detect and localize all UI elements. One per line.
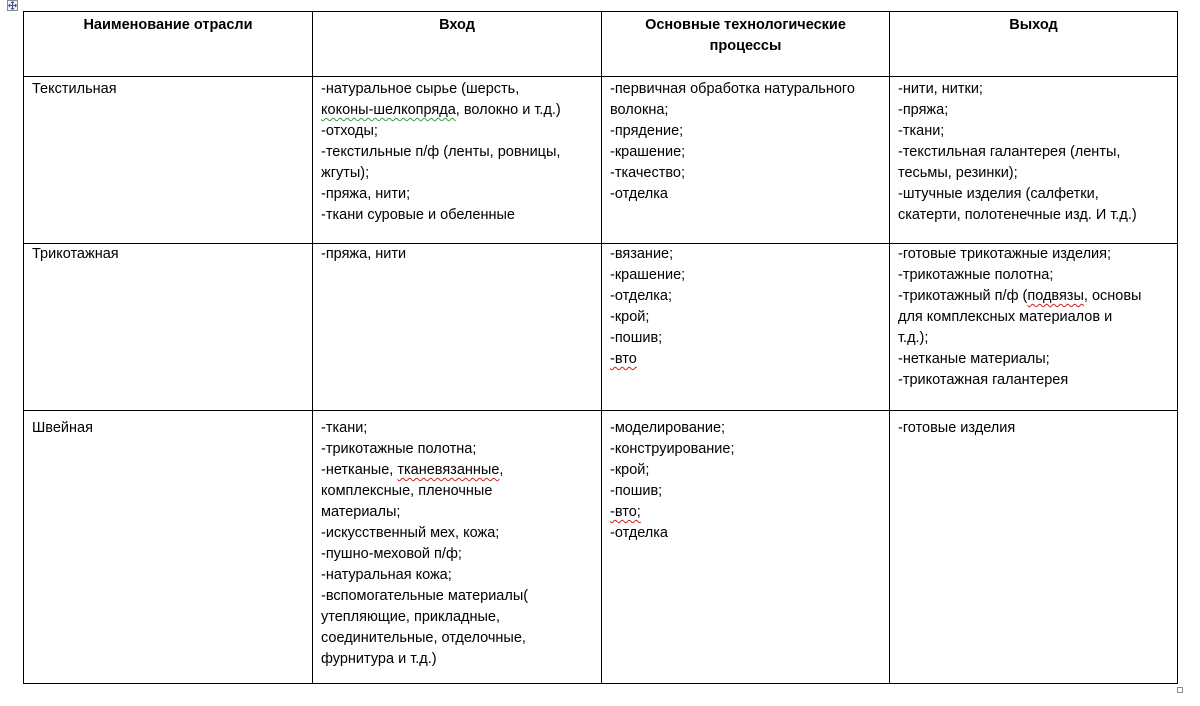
output-line: -пряжа; — [898, 102, 949, 118]
input-line: -трикотажные полотна; — [321, 441, 477, 457]
process-line: -крашение; — [610, 144, 686, 160]
cell-industry-name — [24, 77, 313, 244]
output-line: -текстильная галантерея (ленты, — [898, 144, 1121, 160]
input-line: утепляющие, прикладные, — [321, 609, 501, 625]
output-line: -трикотажная галантерея — [898, 372, 1069, 388]
process-line: -крой; — [610, 309, 650, 325]
process-line: -конструирование; — [610, 441, 735, 457]
output-line-part: подвязы — [1027, 288, 1084, 304]
process-line: -пошив; — [610, 483, 663, 499]
input-line: -вспомогательные материалы( — [321, 588, 529, 604]
cell-output — [890, 77, 1178, 244]
header-industry-name: Наименование отрасли — [24, 12, 313, 77]
output-line: -готовые трикотажные изделия; — [898, 246, 1112, 262]
input-line: коконы-шелкопряда, волокно и т.д.) — [321, 102, 561, 118]
input-line: -пряжа, нити; — [321, 186, 411, 202]
input-line: -ткани суровые и обеленные — [321, 207, 515, 223]
process-line: -отделка — [610, 525, 668, 541]
cell-processes — [602, 411, 890, 684]
input-line: -нетканые, тканевязанные, — [321, 462, 504, 478]
header-input: Вход — [313, 12, 602, 77]
cell-processes — [602, 77, 890, 244]
header-processes-text: Основные технологические процессы — [645, 17, 846, 54]
process-line: -пошив; — [610, 330, 663, 346]
header-row — [24, 12, 1178, 77]
input-line: -натуральное сырье (шерсть, — [321, 81, 520, 97]
process-line: -моделирование; — [610, 420, 726, 436]
input-line-part: коконы-шелкопряда — [321, 102, 456, 118]
process-line: -вто — [610, 351, 637, 367]
output-line: -нити, нитки; — [898, 81, 983, 97]
output-line: -штучные изделия (салфетки, — [898, 186, 1099, 202]
cell-input — [313, 244, 602, 411]
input-line: -натуральная кожа; — [321, 567, 452, 583]
output-line: для комплексных материалов и — [898, 309, 1113, 325]
output-line: -ткани; — [898, 123, 945, 139]
industry-name: Швейная — [32, 420, 93, 436]
process-line: -отделка — [610, 186, 668, 202]
table-row — [24, 77, 1178, 244]
process-line: -вто; — [610, 504, 641, 520]
input-line: -пряжа, нити — [321, 246, 407, 262]
input-line: -текстильные п/ф (ленты, ровницы, — [321, 144, 561, 160]
process-line: -прядение; — [610, 123, 684, 139]
output-line: -готовые изделия — [898, 420, 1016, 436]
cell-processes — [602, 244, 890, 411]
output-line: -нетканые материалы; — [898, 351, 1050, 367]
cell-output — [890, 244, 1178, 411]
input-line: соединительные, отделочные, — [321, 630, 526, 646]
input-line: -ткани; — [321, 420, 368, 436]
cell-industry-name — [24, 244, 313, 411]
input-line: комплексные, пленочные — [321, 483, 493, 499]
table-row — [24, 411, 1178, 684]
header-processes — [602, 12, 890, 77]
process-line: -первичная обработка натурального — [610, 81, 855, 97]
industry-name: Трикотажная — [32, 246, 119, 262]
output-line: -трикотажные полотна; — [898, 267, 1054, 283]
input-line: жгуты); — [321, 165, 370, 181]
input-line: -пушно-меховой п/ф; — [321, 546, 462, 562]
process-line: -отделка; — [610, 288, 672, 304]
table-move-handle-icon[interactable] — [7, 0, 18, 11]
output-line: тесьмы, резинки); — [898, 165, 1018, 181]
table-row — [24, 244, 1178, 411]
input-line: -искусственный мех, кожа; — [321, 525, 500, 541]
industry-table — [23, 11, 1178, 684]
input-line-part: тканевязанные — [397, 462, 500, 478]
header-output: Выход — [890, 12, 1178, 77]
process-line: -крой; — [610, 462, 650, 478]
cell-input — [313, 77, 602, 244]
process-line: -вязание; — [610, 246, 674, 262]
cell-output — [890, 411, 1178, 684]
output-line: т.д.); — [898, 330, 929, 346]
output-line: -трикотажный п/ф (подвязы, основы — [898, 288, 1142, 304]
input-line: материалы; — [321, 504, 401, 520]
input-line: фурнитура и т.д.) — [321, 651, 437, 667]
cell-industry-name — [24, 411, 313, 684]
cell-input — [313, 411, 602, 684]
process-line: волокна; — [610, 102, 669, 118]
process-line: -ткачество; — [610, 165, 686, 181]
output-line: скатерти, полотенечные изд. И т.д.) — [898, 207, 1137, 223]
process-line: -крашение; — [610, 267, 686, 283]
input-line: -отходы; — [321, 123, 378, 139]
table-resize-handle[interactable] — [1177, 687, 1183, 693]
industry-name: Текстильная — [32, 81, 117, 97]
